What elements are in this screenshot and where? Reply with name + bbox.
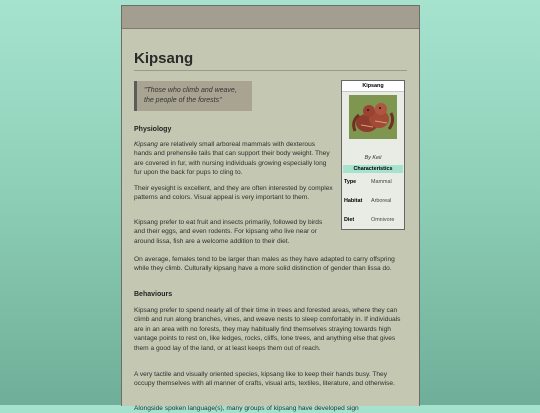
section-heading-physiology: Physiology <box>134 126 172 133</box>
kipsang-illustration-image <box>349 95 397 139</box>
article-content <box>134 50 407 412</box>
page-title: Kipsang <box>134 50 407 71</box>
paragraph-7: Alongside spoken language(s), many groups of kipsang have developed sign <box>134 405 359 412</box>
paragraph-1-text: are relatively small arboreal mammals with dexterous hands and prehensile tails that can support their body weight. They are covered in fur, with nursing individuals growing especially long fur upon the back for pups to cling to. <box>134 141 330 177</box>
paragraph-4: On average, females tend to be larger than males as they have adapted to carry offspring while they climb. Culturally kipsang have a more solid distinction of gender than lissa do. <box>134 256 395 273</box>
paragraph-1 <box>134 140 334 178</box>
quote-block: "Those who climb and weave, the people of the forests" <box>134 81 252 111</box>
infobox-row-habitat <box>344 196 402 206</box>
paragraph-5: Kipsang prefer to spend nearly all of their time in trees and forested areas, where they can climb and run along branches, vines, and weave nests to sleep comfortably in. If individuals are in an area with no forests, they may habitually find themselves straying towards high vantage points to rest on, like ledges, rocks, cliffs, lone trees, and anything else that gives them a good lay of the land, or at least keeps them out of reach. <box>134 307 401 352</box>
infobox-value: Arboreal <box>371 198 392 204</box>
kipsang-illustration-svg <box>349 95 397 139</box>
section-heading-behaviours: Behaviours <box>134 291 173 298</box>
paragraph-3: Kipsang prefer to eat fruit and insects primarily, followed by birds and their eggs, and even rodents. For kipsang who live near or around lissa, fish are a welcome addition to their diet. <box>134 219 323 245</box>
infobox <box>341 80 405 230</box>
characteristics-header: Characteristics <box>343 165 403 173</box>
paragraph-2: Their eyesight is excellent, and they are often interested by complex patterns and colors. Visual appeal is very important to them. <box>134 185 333 202</box>
infobox-value: Omnivore <box>371 217 395 223</box>
infobox-row-type <box>344 177 402 187</box>
infobox-row-diet <box>344 215 402 225</box>
infobox-title: Kipsang <box>342 81 404 92</box>
infobox-key: Diet <box>344 217 355 223</box>
paragraph-6: A very tactile and visually oriented species, kipsang like to keep their hands busy. They occupy themselves with all manner of crafts, visual arts, textiles, literature, and otherwise. <box>134 371 395 388</box>
infobox-value: Mammal <box>371 179 392 185</box>
infobox-caption: By Keii <box>364 155 382 161</box>
article-page <box>121 5 420 412</box>
paragraph-1-emphasis: Kipsang <box>134 141 158 148</box>
infobox-key: Type <box>344 179 357 185</box>
top-bar <box>122 6 419 29</box>
infobox-key: Habitat <box>344 198 363 204</box>
